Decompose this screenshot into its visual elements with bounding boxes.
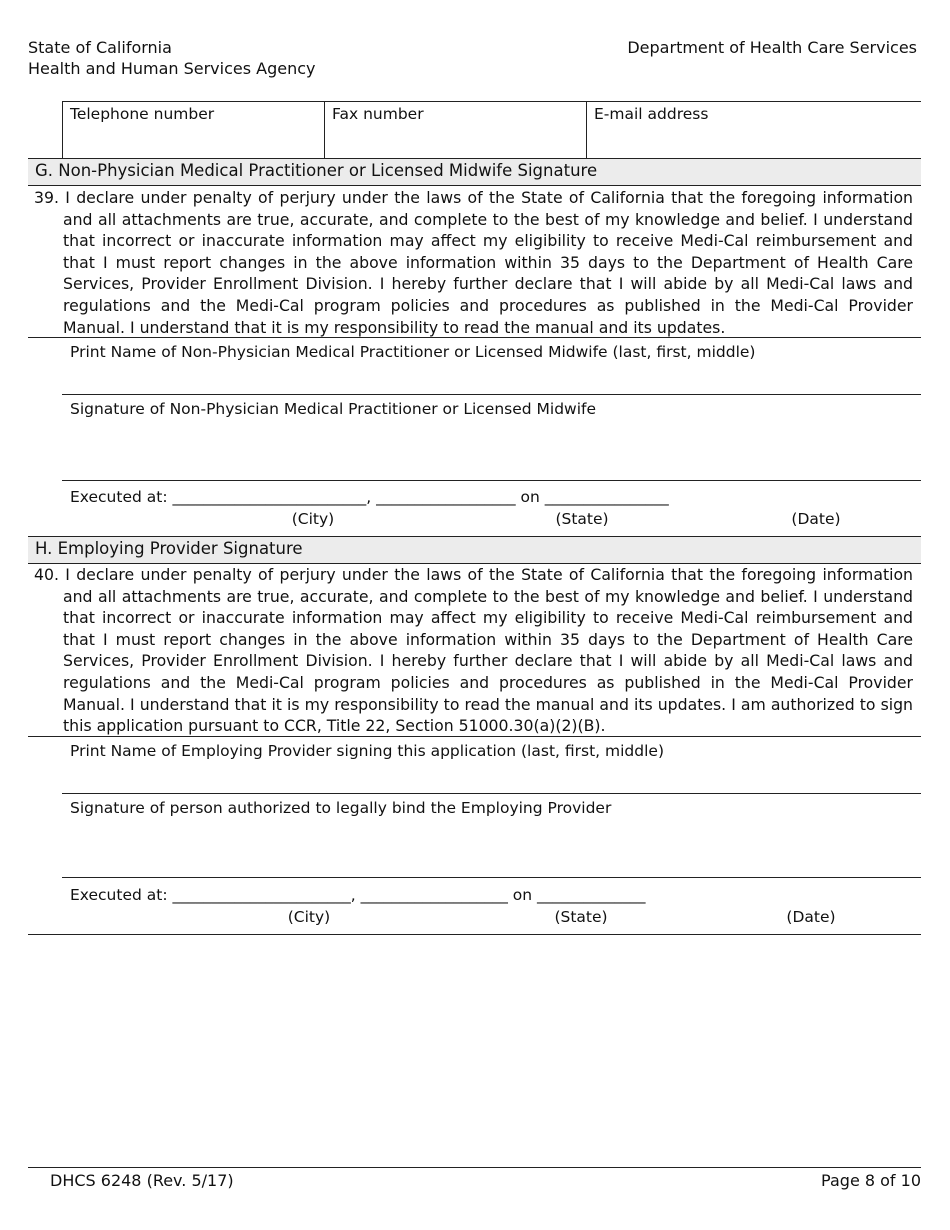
header-department: Department of Health Care Services	[627, 38, 917, 57]
section-h-declaration-bottom-border	[28, 736, 921, 737]
section-g-signature-field[interactable]: Signature of Non-Physician Medical Practitioner or Licensed Midwife	[70, 400, 597, 418]
section-g-print-name-field[interactable]: Print Name of Non-Physician Medical Practitioner or Licensed Midwife (last, first, middle)	[70, 343, 756, 361]
telephone-field[interactable]: Telephone number	[70, 105, 215, 123]
contact-row-divider-2	[586, 101, 587, 158]
section-h-state-caption: (State)	[554, 908, 608, 926]
email-field[interactable]: E-mail address	[594, 105, 709, 123]
header-agency: Health and Human Services Agency	[28, 59, 316, 78]
section-h-date-caption: (Date)	[786, 908, 836, 926]
section-g-title: G. Non-Physician Medical Practitioner or Licensed Midwife Signature	[35, 161, 598, 180]
section-g-executed-line[interactable]: Executed at: _________________________, __________________ on ________________	[70, 488, 669, 506]
section-g-city-caption: (City)	[291, 510, 335, 528]
section-h-print-name-bottom-border	[62, 793, 921, 794]
header-state: State of California	[28, 38, 172, 57]
fax-field[interactable]: Fax number	[332, 105, 424, 123]
section-g-declaration-bottom-border	[28, 337, 921, 338]
section-h-top-border	[28, 536, 921, 537]
section-h-signature-field[interactable]: Signature of person authorized to legally bind the Employing Provider	[70, 799, 612, 817]
section-g-print-name-bottom-border	[62, 394, 921, 395]
section-h-city-caption: (City)	[287, 908, 331, 926]
section-g-date-caption: (Date)	[791, 510, 841, 528]
section-h-executed-line[interactable]: Executed at: _______________________, ___________________ on ______________	[70, 886, 646, 904]
section-g-state-caption: (State)	[555, 510, 609, 528]
section-g-signature-bottom-border	[62, 480, 921, 481]
footer-rule	[28, 1167, 921, 1168]
contact-row-top-border	[62, 101, 921, 102]
footer-page-number: Page 8 of 10	[821, 1171, 921, 1190]
section-h-signature-bottom-border	[62, 877, 921, 878]
section-h-bottom-border	[28, 934, 921, 935]
section-g-top-border	[28, 158, 921, 159]
section-h-title: H. Employing Provider Signature	[35, 539, 303, 558]
contact-row-divider-1	[324, 101, 325, 158]
footer-form-id: DHCS 6248 (Rev. 5/17)	[50, 1171, 234, 1190]
section-h-declaration: 40. I declare under penalty of perjury under the laws of the State of California that the foregoing information and all attachments are true, accurate, and complete to the best of my knowledge and belief. I understand that incorrect or inaccurate information may affect my eligibility to receive Medi-Cal reimbursement and that I must report changes in the above information within 35 days to the Department of Health Care Services, Provider Enrollment Division. I hereby further declare that I will abide by all Medi-Cal laws and regulations and the Medi-Cal program policies and procedures as published in the Medi-Cal Provider Manual. I understand that it is my responsibility to read the manual and its updates. I am authorized to sign this application pursuant to CCR, Title 22, Section 51000.30(a)(2)(B).	[34, 565, 913, 736]
section-g-declaration: 39. I declare under penalty of perjury under the laws of the State of California that the foregoing information and all attachments are true, accurate, and complete to the best of my knowledge and belief. I understand that incorrect or inaccurate information may affect my eligibility to receive Medi-Cal reimbursement and that I must report changes in the above information within 35 days to the Department of Health Care Services, Provider Enrollment Division. I hereby further declare that I will abide by all Medi-Cal laws and regulations and the Medi-Cal program policies and procedures as published in the Medi-Cal Provider Manual. I understand that it is my responsibility to read the manual and its updates.	[34, 188, 913, 337]
section-g-header-bottom-border	[28, 185, 921, 186]
contact-row-left-border	[62, 101, 63, 158]
section-h-print-name-field[interactable]: Print Name of Employing Provider signing this application (last, first, middle)	[70, 742, 664, 760]
